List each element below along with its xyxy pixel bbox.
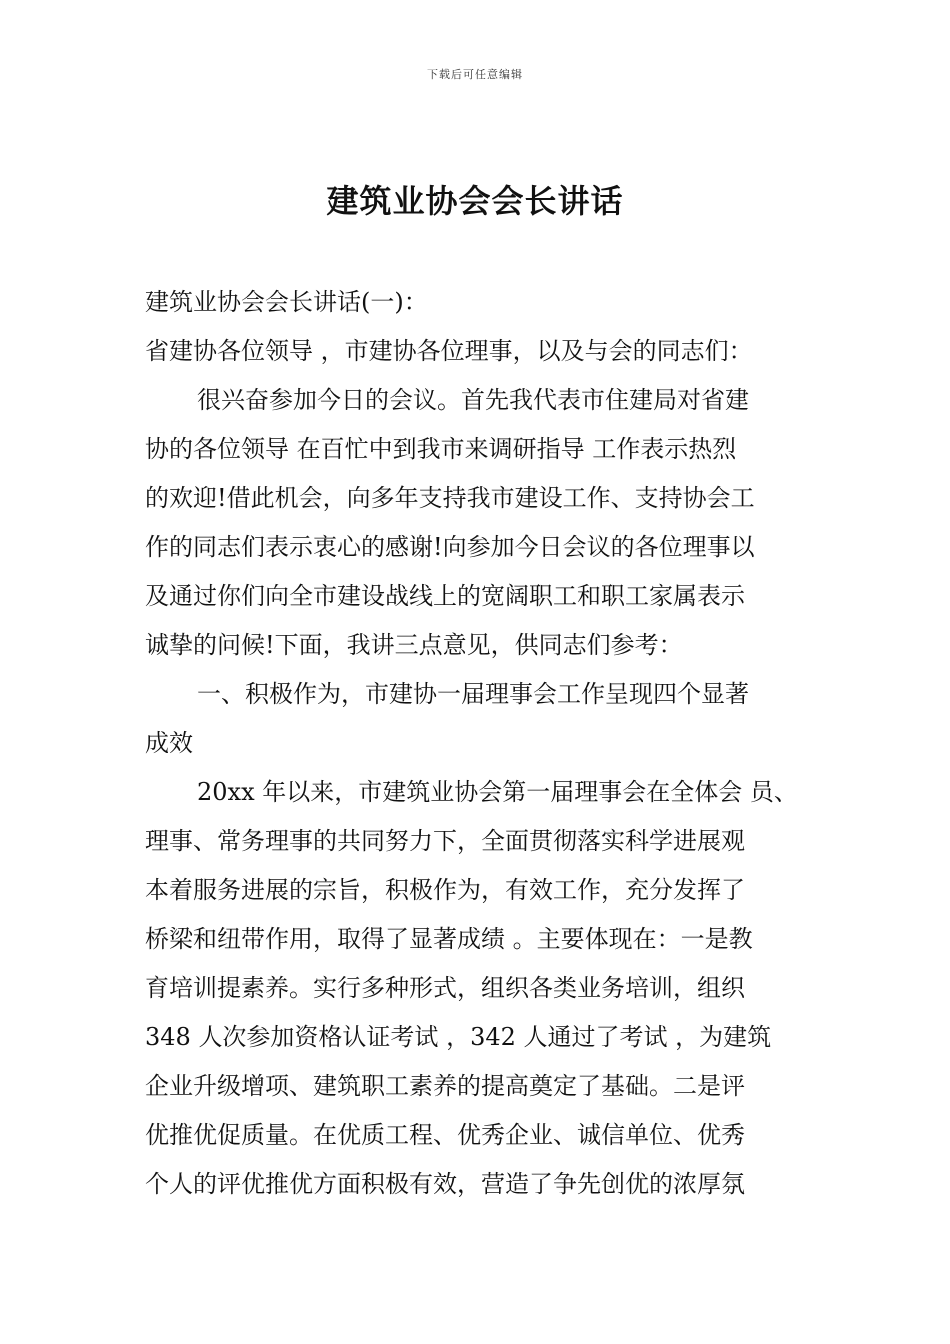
body-line: 作的同志们表示衷心的感谢!向参加今日会议的各位理事以 xyxy=(145,533,755,561)
body-line: 很兴奋参加今日的会议。首先我代表市住建局对省建 xyxy=(197,386,749,414)
header-note: 下载后可任意编辑 xyxy=(427,68,523,81)
body-line: 理事、常务理事的共同努力下，全面贯彻落实科学进展观 xyxy=(145,827,745,855)
body-line: 及通过你们向全市建设战线上的宽阔职工和职工家属表示 xyxy=(145,582,745,610)
document-title: 建筑业协会会长讲话 xyxy=(326,182,624,220)
body-line: 育培训提素养。实行多种形式，组织各类业务培训，组织 xyxy=(145,974,745,1002)
body-line: 一、积极作为，市建协一届理事会工作呈现四个显著 xyxy=(197,680,749,708)
body-line: 成效 xyxy=(145,729,193,757)
body-line: 建筑业协会会长讲话(一)： xyxy=(145,288,428,316)
body-line: 优推优促质量。在优质工程、优秀企业、诚信单位、优秀 xyxy=(145,1121,745,1149)
body-line: 桥梁和纽带作用，取得了显著成绩 。主要体现在：一是教 xyxy=(145,925,753,953)
body-line: 20xx 年以来，市建筑业协会第一届理事会在全体会 员、 xyxy=(197,778,798,806)
body-line: 省建协各位领导 ，市建协各位理事，以及与会的同志们： xyxy=(145,337,753,365)
body-line: 本着服务进展的宗旨，积极作为，有效工作，充分发挥了 xyxy=(145,876,745,904)
body-line: 协的各位领导 在百忙中到我市来调研指导 工作表示热烈 xyxy=(145,435,737,463)
body-line: 企业升级增项、建筑职工素养的提高奠定了基础。二是评 xyxy=(145,1072,745,1100)
document-body xyxy=(145,278,835,1209)
body-line: 诚挚的问候!下面，我讲三点意见，供同志们参考： xyxy=(145,631,683,659)
body-line: 348 人次参加资格认证考试 ，342 人通过了考试 ，为建筑 xyxy=(145,1023,772,1051)
body-line: 个人的评优推优方面积极有效，营造了争先创优的浓厚氛 xyxy=(145,1170,745,1198)
body-line: 的欢迎!借此机会，向多年支持我市建设工作、支持协会工 xyxy=(145,484,755,512)
